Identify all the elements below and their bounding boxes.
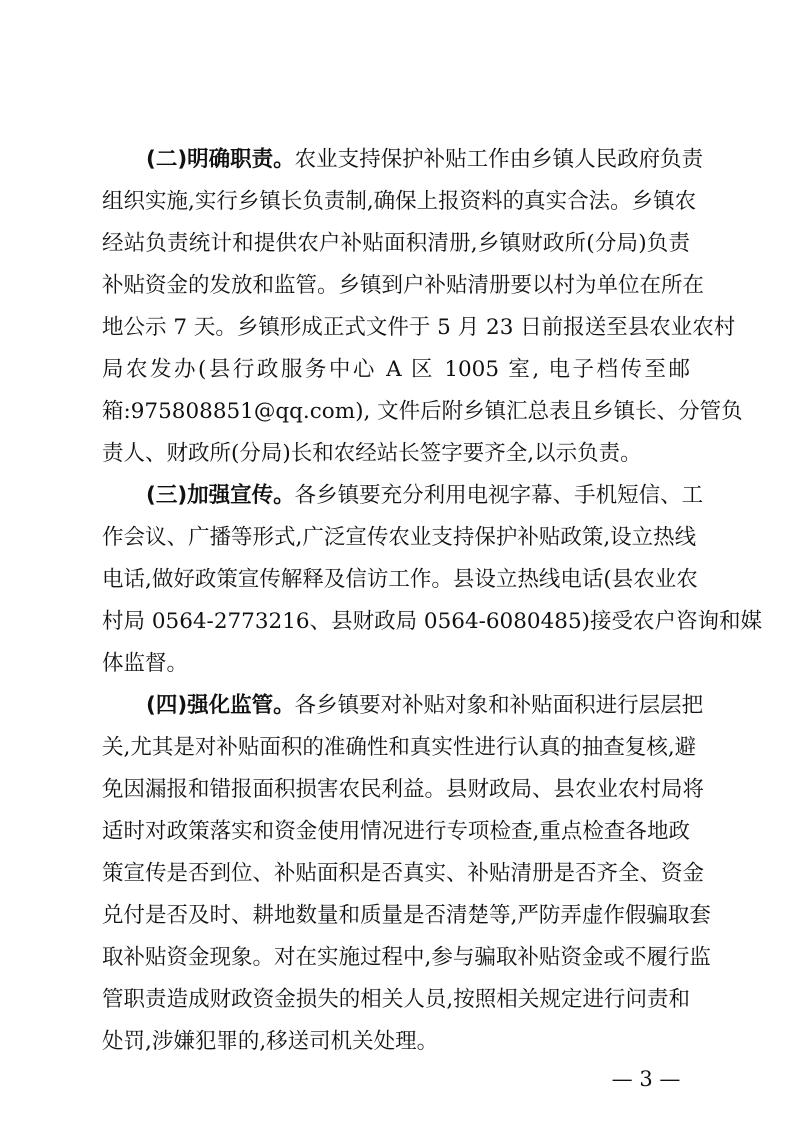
paragraph-line: 处罚,涉嫌犯罪的,移送司机关处理。: [102, 1029, 439, 1054]
paragraph-line: 村局 0564-2773216、县财政局 0564-6080485)接受农户咨询和媒: [102, 609, 763, 634]
paragraph-line: 管职责造成财政资金损失的相关人员,按照相关规定进行问责和: [102, 987, 690, 1012]
paragraph-line: 免因漏报和错报面积损害农民利益。县财政局、县农业农村局将: [102, 777, 705, 802]
paragraph-line: (四)强化监管。各乡镇要对补贴对象和补贴面积进行层层把: [146, 693, 704, 718]
paragraph-line: 电话,做好政策宣传解释及信访工作。县设立热线电话(县农业农: [102, 567, 698, 592]
paragraph-line: 地公示 7 天。乡镇形成正式文件于 5 月 23 日前报送至县农业农村: [102, 315, 736, 340]
paragraph-line: (三)加强宣传。各乡镇要充分利用电视字幕、手机短信、工: [146, 483, 704, 508]
paragraph-line: 作会议、广播等形式,广泛宣传农业支持保护补贴政策,设立热线: [102, 525, 697, 550]
section-heading: (四)强化监管。: [146, 693, 295, 718]
paragraph-line: 兑付是否及时、耕地数量和质量是否清楚等,严防弄虚作假骗取套: [102, 903, 711, 928]
section-heading: (三)加强宣传。: [146, 483, 295, 508]
paragraph-line: 组织实施,实行乡镇长负责制,确保上报资料的真实合法。乡镇农: [102, 189, 697, 214]
paragraph-line: 责人、财政所(分局)长和农经站长签字要齐全,以示负责。: [102, 441, 642, 466]
paragraph-line: 取补贴资金现象。对在实施过程中,参与骗取补贴资金或不履行监: [102, 945, 711, 970]
page-number: — 3 —: [611, 1067, 681, 1091]
paragraph-line: 策宣传是否到位、补贴面积是否真实、补贴清册是否齐全、资金: [102, 861, 705, 886]
paragraph-line: (二)明确职责。农业支持保护补贴工作由乡镇人民政府负责: [146, 147, 704, 172]
paragraph-line: 箱:975808851@qq.com), 文件后附乡镇汇总表且乡镇长、分管负: [102, 399, 743, 424]
paragraph-line: 适时对政策落实和资金使用情况进行专项检查,重点检查各地政: [102, 819, 690, 844]
section-heading: (二)明确职责。: [146, 147, 295, 172]
paragraph-line: 经站负责统计和提供农户补贴面积清册,乡镇财政所(分局)负责: [102, 231, 690, 256]
paragraph-line: 局农发办(县行政服务中心 A 区 1005 室, 电子档传至邮: [102, 357, 690, 382]
paragraph-line: 关,尤其是对补贴面积的准确性和真实性进行认真的抽查复核,避: [102, 735, 697, 760]
paragraph-line: 体监督。: [102, 651, 189, 676]
paragraph-line: 补贴资金的发放和监管。乡镇到户补贴清册要以村为单位在所在: [102, 273, 705, 298]
